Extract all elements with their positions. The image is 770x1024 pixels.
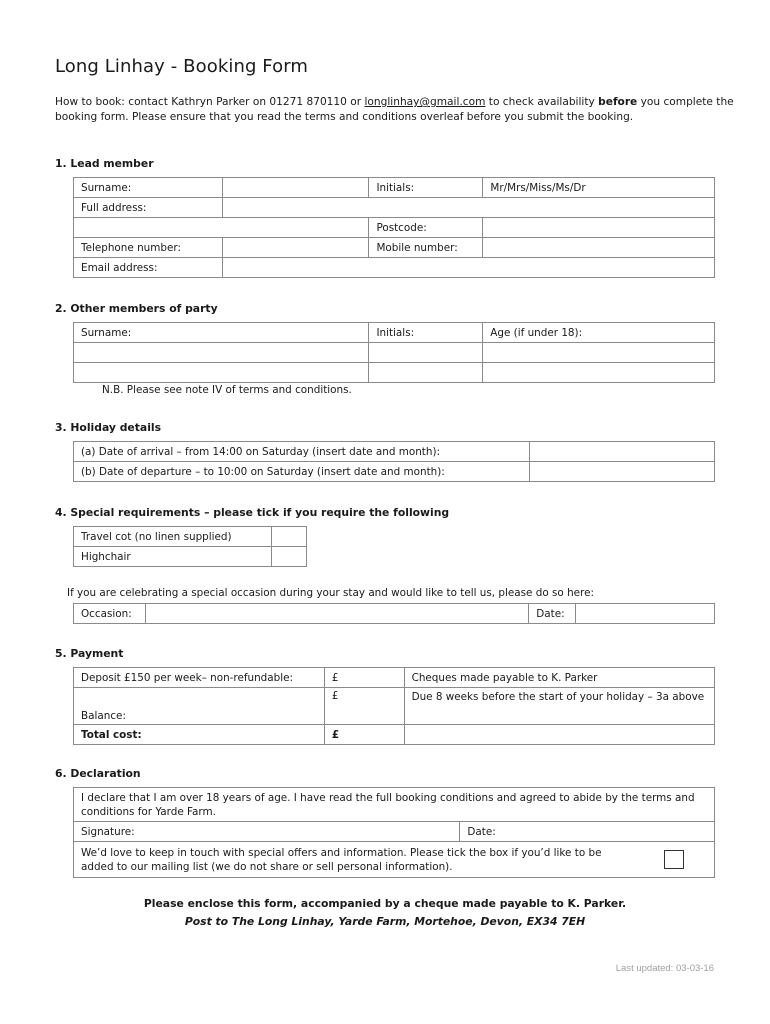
page-title: Long Linhay - Booking Form (55, 56, 309, 77)
occasion-date-field[interactable] (576, 604, 715, 624)
section-heading-payment: 5. Payment (55, 647, 124, 660)
total-cost-label: Total cost: (74, 725, 325, 745)
section-heading-other-members: 2. Other members of party (55, 302, 218, 315)
mailing-list-row (74, 842, 715, 878)
departure-label: (b) Date of departure – to 10:00 on Saturday (insert date and month): (74, 462, 530, 482)
member-surname-label: Surname: (74, 323, 369, 343)
intro-text-middle: to check availability (485, 96, 599, 108)
member-surname-field[interactable] (74, 363, 369, 383)
travel-cot-label: Travel cot (no linen supplied) (74, 527, 272, 547)
section-heading-holiday-details: 3. Holiday details (55, 421, 162, 434)
signature-label: Signature: (74, 822, 460, 842)
declaration-date-label: Date: (460, 822, 715, 842)
section-heading-declaration: 6. Declaration (55, 767, 141, 780)
occasion-field[interactable] (145, 604, 528, 624)
member-age-field[interactable] (483, 363, 715, 383)
postcode-field[interactable] (483, 218, 715, 238)
special-requirements-table (73, 526, 307, 567)
deposit-amount-field[interactable]: £ (324, 668, 404, 688)
occasion-table (73, 603, 715, 624)
member-age-field[interactable] (483, 343, 715, 363)
mailing-list-text: We’d love to keep in touch with special offers and information. Please tick the box if you’d like to be added to our mailing list (we do not share or sell personal information). (81, 846, 602, 873)
other-members-table (73, 322, 715, 383)
occasion-date-label: Date: (529, 604, 576, 624)
surname-field[interactable] (222, 178, 369, 198)
full-address-label: Full address: (74, 198, 223, 218)
payment-table (73, 667, 715, 745)
mailing-list-checkbox[interactable] (664, 850, 684, 869)
address-field-line1[interactable] (222, 198, 714, 218)
email-link[interactable]: longlinhay@gmail.com (364, 96, 486, 108)
terms-note: N.B. Please see note IV of terms and conditions. (102, 384, 352, 396)
surname-label: Surname: (74, 178, 223, 198)
member-initials-field[interactable] (369, 343, 483, 363)
email-field[interactable] (222, 258, 714, 278)
declaration-table (73, 787, 715, 878)
intro-text-before: How to book: contact Kathryn Parker on 01271 870110 or (55, 96, 365, 108)
departure-field[interactable] (529, 462, 714, 482)
email-label: Email address: (74, 258, 223, 278)
member-initials-label: Initials: (369, 323, 483, 343)
member-age-label: Age (if under 18): (483, 323, 715, 343)
member-surname-field[interactable] (74, 343, 369, 363)
telephone-label: Telephone number: (74, 238, 223, 258)
member-initials-field[interactable] (369, 363, 483, 383)
initials-label: Initials: (369, 178, 483, 198)
highchair-tick[interactable] (272, 547, 307, 567)
postcode-label: Postcode: (369, 218, 483, 238)
title-options[interactable]: Mr/Mrs/Miss/Ms/Dr (483, 178, 715, 198)
lead-member-table (73, 177, 715, 278)
travel-cot-tick[interactable] (272, 527, 307, 547)
highchair-label: Highchair (74, 547, 272, 567)
occasion-label: Occasion: (74, 604, 146, 624)
mobile-field[interactable] (483, 238, 715, 258)
address-field-line2[interactable] (74, 218, 369, 238)
arrival-label: (a) Date of arrival – from 14:00 on Saturday (insert date and month): (74, 442, 530, 462)
last-updated: Last updated: 03-03-16 (615, 963, 714, 974)
balance-due-note: Due 8 weeks before the start of your holiday – 3a above (404, 688, 714, 725)
total-cost-blank (404, 725, 714, 745)
section-heading-lead-member: 1. Lead member (55, 157, 154, 170)
section-heading-special-requirements: 4. Special requirements – please tick if you require the following (55, 506, 450, 519)
arrival-field[interactable] (529, 442, 714, 462)
holiday-details-table (73, 441, 715, 482)
balance-label: Balance: (74, 688, 325, 725)
enclose-instruction: Please enclose this form, accompanied by a cheque made payable to K. Parker. (143, 897, 627, 910)
balance-amount-field[interactable]: £ (324, 688, 404, 725)
intro-bold-word: before (598, 96, 638, 108)
intro-text-after: you complete the booking form. Please ensure that you read the terms and conditions overleaf before you submit the booking. (55, 96, 734, 123)
telephone-field[interactable] (222, 238, 369, 258)
total-cost-field[interactable]: £ (324, 725, 404, 745)
occasion-note: If you are celebrating a special occasion during your stay and would like to tell us, please do so here: (67, 587, 594, 599)
declaration-text: I declare that I am over 18 years of age. I have read the full booking conditions and agreed to abide by the terms and conditions for Yarde Farm. (74, 788, 715, 822)
cheques-note: Cheques made payable to K. Parker (404, 668, 714, 688)
deposit-label: Deposit £150 per week– non-refundable: (74, 668, 325, 688)
postal-address: Post to The Long Linhay, Yarde Farm, Mortehoe, Devon, EX34 7EH (184, 915, 586, 928)
intro-paragraph (55, 95, 735, 125)
mobile-label: Mobile number: (369, 238, 483, 258)
